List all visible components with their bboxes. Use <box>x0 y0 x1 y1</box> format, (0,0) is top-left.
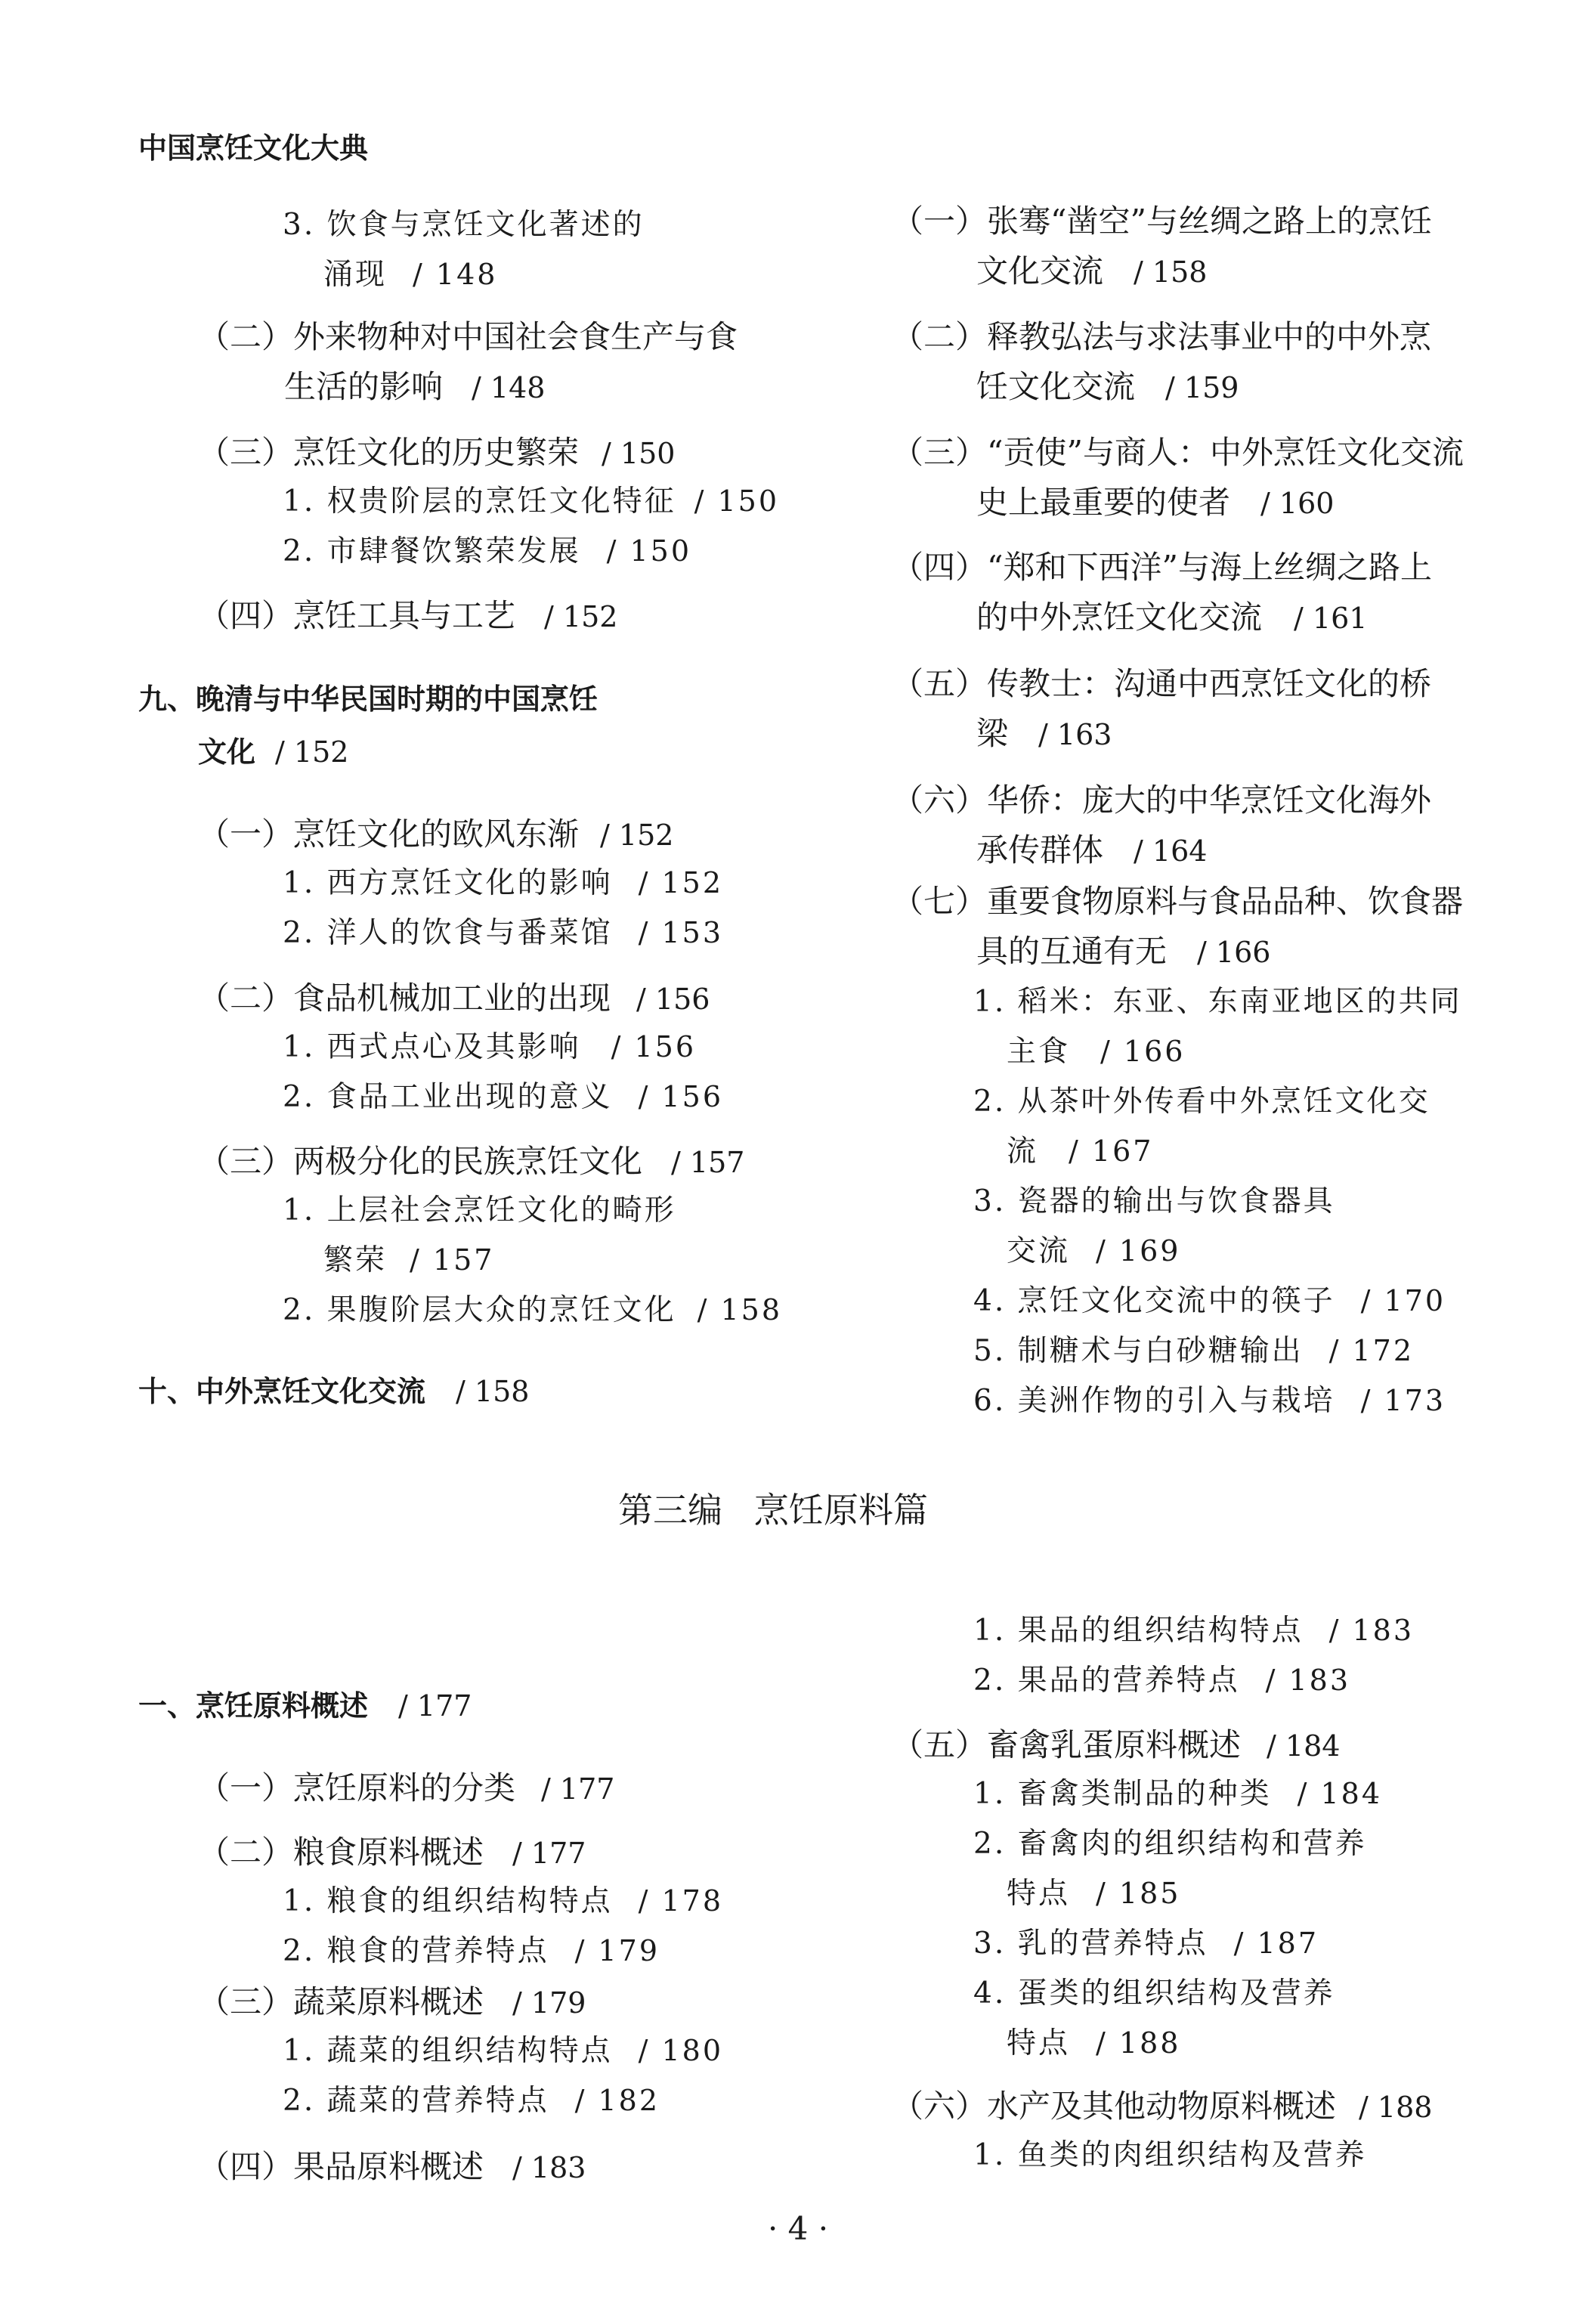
toc-entry: 繁荣 / 157 <box>323 1243 495 1277</box>
toc-entry: 3. 乳的营养特点 / 187 <box>973 1927 1319 1961</box>
toc-section-heading: 九、晚清与中华民国时期的中国烹饪 <box>138 683 598 716</box>
toc-entry: 梁 / 163 <box>976 715 1112 752</box>
toc-entry: 5. 制糖术与白砂糖输出 / 172 <box>973 1334 1415 1368</box>
toc-entry: 饪文化交流 / 159 <box>976 368 1239 405</box>
toc-entry: （六）水产及其他动物原料概述 / 188 <box>892 2088 1433 2125</box>
toc-entry: 史上最重要的使者 / 160 <box>976 484 1335 521</box>
toc-entry: （四）烹饪工具与工艺 / 152 <box>198 597 618 634</box>
toc-entry: 2. 洋人的饮食与番菜馆 / 153 <box>283 916 724 950</box>
toc-entry: 2. 粮食的营养特点 / 179 <box>283 1934 660 1968</box>
toc-entry: 1. 蔬菜的组织结构特点 / 180 <box>283 2034 724 2068</box>
toc-entry: （三）两极分化的民族烹饪文化 / 157 <box>198 1143 745 1180</box>
toc-entry: 流 / 167 <box>1007 1134 1154 1169</box>
toc-entry: 1. 西式点心及其影响 / 156 <box>283 1030 697 1064</box>
toc-entry: （一）烹饪文化的欧风东渐 / 152 <box>198 816 674 853</box>
toc-entry: 涌现 / 148 <box>323 258 498 292</box>
toc-entry: （五）畜禽乳蛋原料概述 / 184 <box>892 1726 1341 1763</box>
toc-entry: 1. 西方烹饪文化的影响 / 152 <box>283 866 724 900</box>
running-header: 中国烹饪文化大典 <box>138 132 369 165</box>
toc-entry: 3. 瓷器的输出与饮食器具 <box>973 1184 1335 1218</box>
toc-entry: 1. 粮食的组织结构特点 / 178 <box>283 1884 724 1918</box>
toc-section-heading: 文化 / 152 <box>198 735 349 769</box>
page-number: · 4 · <box>767 2210 829 2247</box>
toc-entry: 特点 / 188 <box>1007 2026 1181 2060</box>
toc-entry: 承传群体 / 164 <box>976 831 1208 868</box>
toc-entry: 1. 上层社会烹饪文化的畸形 <box>283 1193 676 1227</box>
toc-entry: （二）外来物种对中国社会食生产与食 <box>198 318 738 355</box>
toc-entry: 生活的影响 / 148 <box>284 368 546 405</box>
toc-entry: （四）“郑和下西洋”与海上丝绸之路上 <box>892 549 1432 586</box>
toc-section-heading: 十、中外烹饪文化交流 / 158 <box>138 1375 530 1408</box>
part-title <box>618 1490 928 1531</box>
toc-entry: 1. 鱼类的肉组织结构及营养 <box>973 2138 1367 2172</box>
toc-section-heading: 一、烹饪原料概述 / 177 <box>138 1689 472 1723</box>
toc-entry: （二）食品机械加工业的出现 / 156 <box>198 980 710 1017</box>
toc-entry: 的中外烹饪文化交流 / 161 <box>976 599 1368 636</box>
toc-entry: （二）粮食原料概述 / 177 <box>198 1834 586 1871</box>
toc-entry: 主食 / 166 <box>1007 1035 1186 1069</box>
toc-entry: 6. 美洲作物的引入与栽培 / 173 <box>973 1384 1446 1418</box>
part-number: 第三编 <box>618 1490 722 1531</box>
toc-entry: （三）烹饪文化的历史繁荣 / 150 <box>198 434 676 471</box>
toc-entry: 2. 果品的营养特点 / 183 <box>973 1664 1351 1698</box>
toc-entry: 交流 / 169 <box>1007 1234 1181 1268</box>
toc-entry: 4. 烹饪文化交流中的筷子 / 170 <box>973 1284 1446 1318</box>
toc-entry: 1. 权贵阶层的烹饪文化特征 / 150 <box>283 484 780 518</box>
toc-entry: 2. 畜禽肉的组织结构和营养 <box>973 1827 1367 1861</box>
toc-entry: 特点 / 185 <box>1007 1877 1181 1911</box>
toc-entry: 1. 畜禽类制品的种类 / 184 <box>973 1777 1383 1811</box>
toc-entry: 2. 蔬菜的营养特点 / 182 <box>283 2084 660 2118</box>
toc-entry: （四）果品原料概述 / 183 <box>198 2148 586 2185</box>
toc-entry: 2. 从茶叶外传看中外烹饪文化交 <box>973 1085 1431 1119</box>
toc-entry: （三）“贡使”与商人：中外烹饪文化交流 <box>892 434 1464 471</box>
part-name: 烹饪原料篇 <box>754 1490 928 1531</box>
toc-entry: （六）华侨：庞大的中华烹饪文化海外 <box>892 782 1432 819</box>
toc-entry: 1. 稻米：东亚、东南亚地区的共同 <box>973 985 1462 1019</box>
toc-entry: （三）蔬菜原料概述 / 179 <box>198 1983 586 2020</box>
toc-entry: 2. 食品工业出现的意义 / 156 <box>283 1080 724 1114</box>
toc-entry: 具的互通有无 / 166 <box>976 933 1271 970</box>
toc-entry: 文化交流 / 158 <box>976 252 1208 289</box>
toc-entry: 1. 果品的组织结构特点 / 183 <box>973 1614 1415 1648</box>
toc-entry: 4. 蛋类的组织结构及营养 <box>973 1976 1335 2010</box>
toc-entry: （七）重要食物原料与食品品种、饮食器 <box>892 883 1464 920</box>
toc-entry: 2. 市肆餐饮繁荣发展 / 150 <box>283 534 692 568</box>
toc-entry: （一）张骞“凿空”与丝绸之路上的烹饪 <box>892 203 1432 240</box>
toc-entry: （五）传教士：沟通中西烹饪文化的桥 <box>892 665 1432 702</box>
toc-entry: （一）烹饪原料的分类 / 177 <box>198 1769 615 1806</box>
toc-entry: 2. 果腹阶层大众的烹饪文化 / 158 <box>283 1293 783 1327</box>
toc-entry: 3. 饮食与烹饪文化著述的 <box>283 208 645 242</box>
toc-entry: （二）释教弘法与求法事业中的中外烹 <box>892 318 1432 355</box>
